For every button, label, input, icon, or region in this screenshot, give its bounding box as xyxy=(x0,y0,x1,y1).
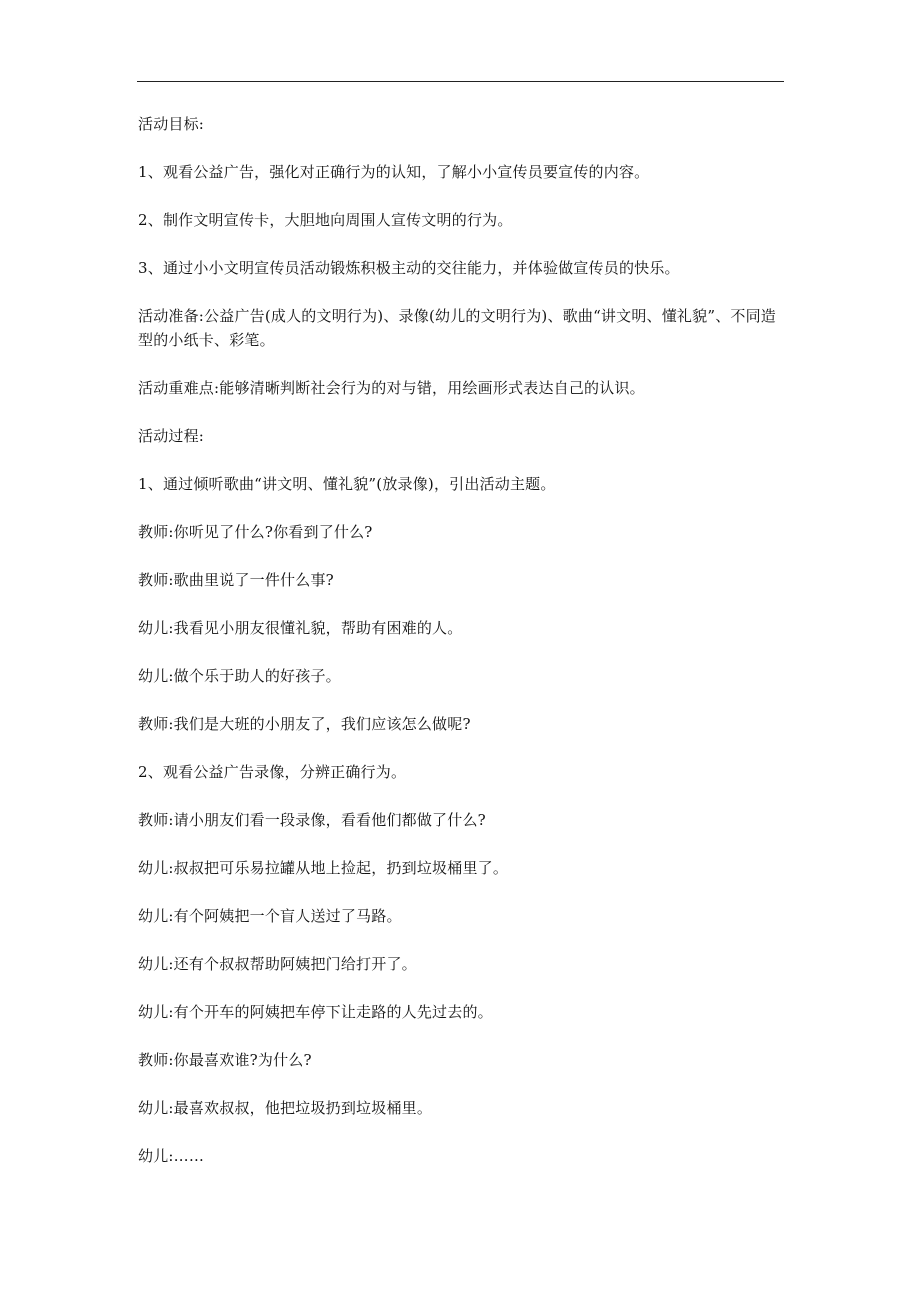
dialogue-line: 幼儿:叔叔把可乐易拉罐从地上捡起，扔到垃圾桶里了。 xyxy=(138,859,509,877)
process-step-1: 1、通过倾听歌曲“讲文明、懂礼貌”(放录像)，引出活动主题。 xyxy=(138,475,556,493)
dialogue-line: 幼儿:…… xyxy=(138,1147,205,1165)
dialogue-line: 幼儿:最喜欢叔叔，他把垃圾扔到垃圾桶里。 xyxy=(138,1099,433,1117)
heading-activity-process: 活动过程: xyxy=(138,427,205,445)
header-rule xyxy=(137,81,784,82)
dialogue-line: 幼儿:还有个叔叔帮助阿姨把门给打开了。 xyxy=(138,955,417,973)
dialogue-line: 教师:你听见了什么?你看到了什么? xyxy=(138,523,373,541)
goal-item-3: 3、通过小小文明宣传员活动锻炼积极主动的交往能力，并体验做宣传员的快乐。 xyxy=(138,259,680,277)
dialogue-line: 幼儿:有个开车的阿姨把车停下让走路的人先过去的。 xyxy=(138,1003,493,1021)
dialogue-line: 教师:歌曲里说了一件什么事? xyxy=(138,571,334,589)
document-body xyxy=(138,112,788,1192)
dialogue-line: 教师:请小朋友们看一段录像，看看他们都做了什么? xyxy=(138,811,486,829)
process-step-2: 2、观看公益广告录像，分辨正确行为。 xyxy=(138,763,407,781)
dialogue-line: 教师:我们是大班的小朋友了，我们应该怎么做呢? xyxy=(138,715,471,733)
goal-item-1: 1、观看公益广告，强化对正确行为的认知，了解小小宣传员要宣传的内容。 xyxy=(138,163,650,181)
dialogue-line: 幼儿:有个阿姨把一个盲人送过了马路。 xyxy=(138,907,402,925)
heading-activity-goals: 活动目标: xyxy=(138,115,205,133)
dialogue-line: 教师:你最喜欢谁?为什么? xyxy=(138,1051,312,1069)
activity-key-points: 活动重难点:能够清晰判断社会行为的对与错，用绘画形式表达自己的认识。 xyxy=(138,379,645,397)
activity-preparation: 活动准备:公益广告(成人的文明行为)、录像(幼儿的文明行为)、歌曲“讲文明、懂礼貌”、不同造型的小纸卡、彩笔。 xyxy=(138,307,777,349)
goal-item-2: 2、制作文明宣传卡，大胆地向周围人宣传文明的行为。 xyxy=(138,211,513,229)
dialogue-line: 幼儿:做个乐于助人的好孩子。 xyxy=(138,667,341,685)
dialogue-line: 幼儿:我看见小朋友很懂礼貌，帮助有困难的人。 xyxy=(138,619,463,637)
